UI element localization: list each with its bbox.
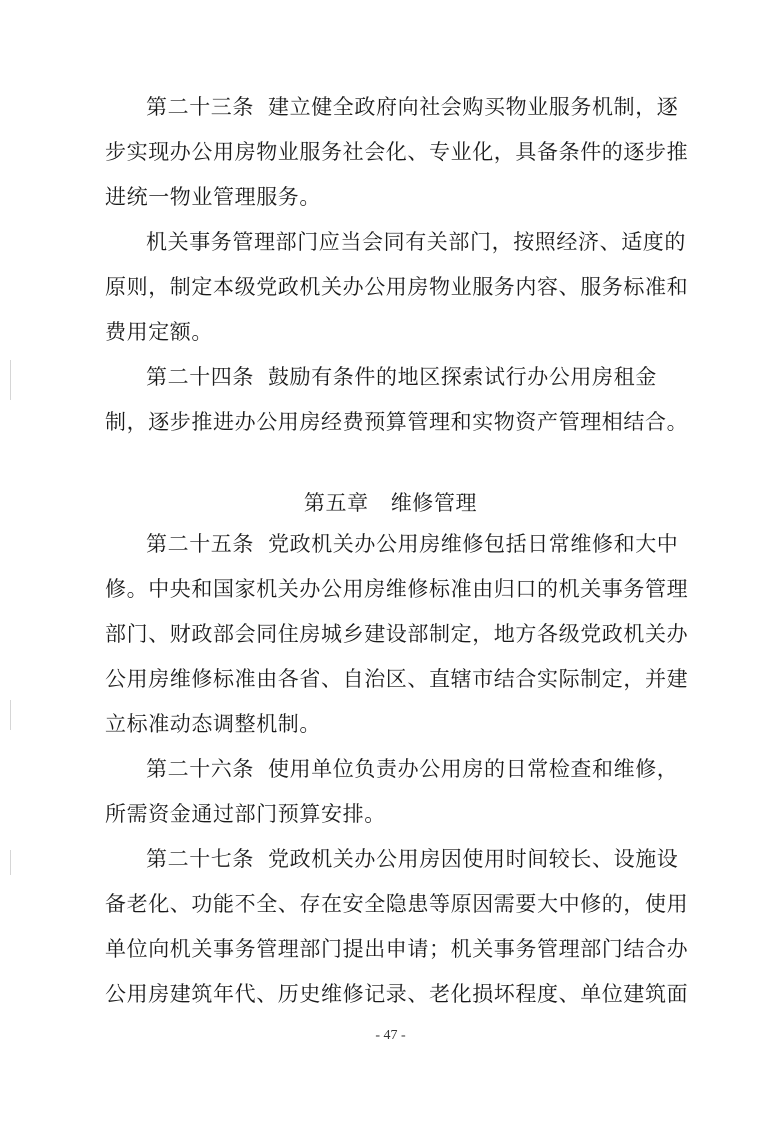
article-text: 进统一物业管理服务。 — [105, 185, 321, 209]
paragraph-line — [0, 798, 781, 830]
paragraph-line — [0, 843, 781, 875]
article-text: 党政机关办公用房因使用时间较长、设施设 — [268, 847, 679, 871]
article-text: 公用房维修标准由各省、自治区、直辖市结合实际制定，并建 — [105, 667, 689, 691]
article-text: 部门、财政部会同住房城乡建设部制定，地方各级党政机关办 — [105, 622, 689, 646]
paragraph-line — [0, 708, 781, 740]
article-text: 立标准动态调整机制。 — [105, 712, 321, 736]
article-label: 第二十三条 — [146, 95, 254, 119]
article-text: 备老化、功能不全、存在安全隐患等原因需要大中修的，使用 — [105, 892, 689, 916]
paragraph-line — [0, 181, 781, 213]
paragraph-line — [0, 753, 781, 785]
article-text: 使用单位负责办公用房的日常检查和维修， — [268, 757, 679, 781]
chapter-number: 第五章 — [303, 491, 369, 515]
page-number: - 47 - — [375, 1028, 406, 1043]
chapter-title: 维修管理 — [390, 491, 478, 515]
paragraph-line — [0, 663, 781, 695]
article-text: 鼓励有条件的地区探索试行办公用房租金 — [268, 365, 657, 389]
paragraph-line — [0, 528, 781, 560]
paragraph-line — [0, 136, 781, 168]
article-text: 费用定额。 — [105, 320, 213, 344]
article-text: 单位向机关事务管理部门提出申请；机关事务管理部门结合办 — [105, 937, 689, 961]
paragraph-line — [0, 406, 781, 438]
paragraph-line — [0, 888, 781, 920]
article-text: 修。中央和国家机关办公用房维修标准由归口的机关事务管理 — [105, 577, 689, 601]
article-label: 第二十四条 — [146, 365, 254, 389]
article-label: 第二十五条 — [146, 532, 254, 556]
article-text: 党政机关办公用房维修包括日常维修和大中 — [268, 532, 679, 556]
article-label: 第二十七条 — [146, 847, 254, 871]
article-text: 建立健全政府向社会购买物业服务机制，逐 — [268, 95, 679, 119]
article-text: 机关事务管理部门应当会同有关部门，按照经济、适度的 — [146, 230, 686, 254]
paragraph-line — [0, 91, 781, 123]
article-label: 第二十六条 — [146, 757, 254, 781]
article-text: 制，逐步推进办公用房经费预算管理和实物资产管理相结合。 — [105, 410, 689, 434]
paragraph-line — [0, 978, 781, 1010]
paragraph-line — [0, 933, 781, 965]
paragraph-line — [0, 226, 781, 258]
paragraph-line — [0, 573, 781, 605]
paragraph-line — [0, 361, 781, 393]
article-text: 所需资金通过部门预算安排。 — [105, 802, 386, 826]
article-text: 公用房建筑年代、历史维修记录、老化损坏程度、单位建筑面 — [105, 982, 689, 1006]
chapter-heading — [0, 487, 781, 519]
paragraph-line — [0, 271, 781, 303]
paragraph-line — [0, 618, 781, 650]
paragraph-line — [0, 316, 781, 348]
article-text: 步实现办公用房物业服务社会化、专业化，具备条件的逐步推 — [105, 140, 689, 164]
article-text: 原则，制定本级党政机关办公用房物业服务内容、服务标准和 — [105, 275, 689, 299]
